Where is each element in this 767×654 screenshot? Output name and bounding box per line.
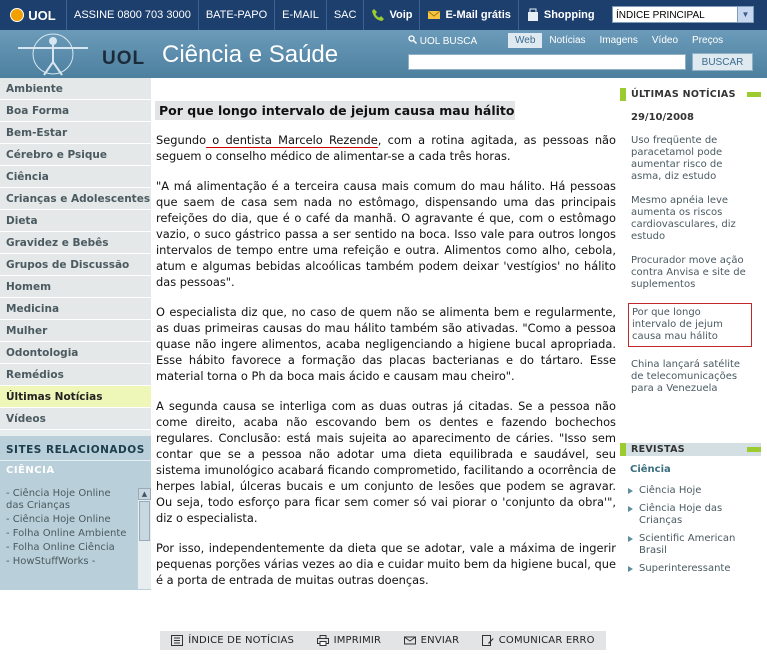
- uol-logo-icon: [10, 8, 24, 22]
- search-input[interactable]: [408, 54, 686, 70]
- revistas-list: [628, 485, 762, 581]
- sidebar-item-bem-estar[interactable]: Bem-Estar: [0, 122, 151, 144]
- sidebar-item-ambiente[interactable]: Ambiente: [0, 78, 151, 100]
- site-link[interactable]: - Ciência Hoje Online: [6, 514, 111, 525]
- busca-label-text: UOL BUSCA: [419, 36, 478, 47]
- sidebar-item-mulher[interactable]: Mulher: [0, 320, 151, 342]
- right-sidebar: [620, 88, 761, 395]
- tab-video[interactable]: Vídeo: [651, 35, 679, 46]
- indice-select[interactable]: [612, 6, 754, 23]
- sites-title: SITES RELACIONADOS: [0, 436, 151, 461]
- revista-item[interactable]: Ciência Hoje das Crianças: [628, 503, 762, 527]
- sidebar-item-medicina[interactable]: Medicina: [0, 298, 151, 320]
- tab-imagens[interactable]: Imagens: [599, 35, 638, 46]
- sidebar-item-boa-forma[interactable]: Boa Forma: [0, 100, 151, 122]
- printer-icon: [317, 635, 329, 646]
- scroll-up-icon[interactable]: ▲: [138, 488, 151, 500]
- tab-precos[interactable]: Preços: [692, 35, 724, 46]
- news-item[interactable]: Procurador move ação contra Anvisa e site de suplementos: [631, 255, 746, 290]
- article-paragraph: [156, 132, 616, 164]
- indice-noticias-button[interactable]: [171, 635, 294, 646]
- news-item-current[interactable]: Por que longo intervalo de jejum causa mau hálito: [628, 303, 752, 347]
- dentist-link[interactable]: o dentista Marcelo Rezende: [206, 133, 378, 147]
- article-paragraph: O especialista diz que, no caso de quem não se alimenta bem e regularmente, as duas primeiras causas do mau hálito também são ativadas. "Como a pessoa quase não ingere alimentos, acaba negligenciando a higiene bucal apropriada. Esse hábito favorece a formação das placas bacterianas e do tártaro. Esse material torna o Ph da boca mais ácido e causam mau cheiro".: [156, 305, 616, 383]
- sidebar-item-homem[interactable]: Homem: [0, 276, 151, 298]
- sidebar-item-cerebro[interactable]: Cérebro e Psique: [0, 144, 151, 166]
- sidebar-item-ciencia[interactable]: Ciência: [0, 166, 151, 188]
- article-body: [156, 132, 616, 602]
- sites-relacionados: [0, 436, 151, 590]
- news-item[interactable]: China lançará satélite de telecomunicações para a Venezuela: [631, 359, 741, 394]
- shopping-label: Shopping: [543, 9, 595, 21]
- left-sidebar: [0, 78, 151, 590]
- busca-tabs: [508, 33, 730, 48]
- chevron-down-icon[interactable]: ▼: [737, 7, 753, 22]
- revistas-category[interactable]: Ciência: [630, 464, 671, 475]
- page-title[interactable]: Ciência e Saúde: [162, 41, 339, 68]
- sidebar-item-ultimas[interactable]: Últimas Notícias: [0, 386, 151, 408]
- site-link[interactable]: - Ciência Hoje Online das Crianças: [6, 488, 111, 511]
- news-item[interactable]: Uso freqüente de paracetamol pode aumentar risco de asma, diz estudo: [631, 135, 723, 182]
- ultimas-noticias-head: ÚLTIMAS NOTÍCIAS: [620, 88, 761, 101]
- revistas-head: REVISTAS: [620, 443, 761, 456]
- tab-noticias[interactable]: Notícias: [549, 35, 586, 46]
- email-gratis-label: E-Mail grátis: [445, 9, 511, 21]
- shopping-link[interactable]: [518, 0, 602, 30]
- search-icon: [408, 35, 417, 44]
- sidebar-item-videos[interactable]: Vídeos: [0, 408, 151, 430]
- p1-pre: Segundo: [156, 133, 207, 147]
- sites-list: [0, 488, 136, 586]
- revista-item[interactable]: Scientific American Brasil: [628, 533, 762, 557]
- sidebar-item-criancas[interactable]: Crianças e Adolescentes: [0, 188, 151, 210]
- comunicar-label: COMUNICAR ERRO: [498, 635, 595, 646]
- email-link[interactable]: E-MAIL: [274, 0, 326, 30]
- p1-post: , com a rotina agitada, as pessoas não seguem o conselho médico de alimentar-se a cada três horas.: [156, 133, 616, 163]
- assine-link[interactable]: ASSINE 0800 703 3000: [66, 0, 198, 30]
- revistas-head-bar: [620, 443, 761, 456]
- report-icon: [482, 635, 494, 646]
- site-link[interactable]: - Folha Online Ciência: [6, 542, 115, 553]
- imprimir-label: IMPRIMIR: [333, 635, 382, 646]
- article-paragraph: Por isso, independentemente da dieta que se adotar, vale a máxima de ingerir pequenas porções várias vezes ao dia e cuidar muito bem da higiene bucal, que é a porta de entrada de muitas outras doenças.: [156, 541, 616, 587]
- indice-label: ÍNDICE DE NOTÍCIAS: [188, 635, 295, 646]
- envelope-icon: [427, 8, 441, 22]
- revista-item[interactable]: Ciência Hoje: [628, 485, 762, 497]
- voip-link[interactable]: [363, 0, 419, 30]
- sidebar-item-remedios[interactable]: Remédios: [0, 364, 151, 386]
- enviar-button[interactable]: [404, 635, 460, 646]
- section-header: [0, 30, 767, 78]
- batepapo-link[interactable]: BATE-PAPO: [198, 0, 274, 30]
- busca-label: [408, 35, 477, 47]
- sidebar-item-grupos[interactable]: Grupos de Discussão: [0, 254, 151, 276]
- voip-label: Voip: [389, 9, 413, 21]
- article-title: Por que longo intervalo de jejum causa mau hálito: [155, 101, 515, 120]
- enviar-label: ENVIAR: [420, 635, 460, 646]
- news-date: 29/10/2008: [631, 112, 694, 123]
- revista-item[interactable]: Superinteressante: [628, 563, 762, 575]
- phone-icon: [371, 8, 385, 22]
- list-icon: [171, 635, 183, 646]
- sites-category: CIÊNCIA: [6, 465, 55, 476]
- article-paragraph: "A má alimentação é a terceira causa mais comum do mau hálito. Há pessoas que saem de casa sem nada no estômago, dispensando uma das principais refeições do dia, que é o café da manhã. O agravante é que, com o estômago vazio, o suco gástrico passa a ser sentido na boca. Isso vale para outros longos intervalos de tempo entre uma refeição e outra. Alimentos como alho, cebola, atum e algumas bebidas alcoólicas também podem deixar 'vestígios' no hálito das pessoas".: [156, 179, 616, 289]
- indice-select-value: ÍNDICE PRINCIPAL: [616, 10, 705, 21]
- site-link[interactable]: - Folha Online Ambiente: [6, 528, 127, 539]
- article-toolbar: [160, 631, 606, 650]
- news-item[interactable]: Mesmo apnéia leve aumenta os riscos cardiovasculares, diz estudo: [631, 195, 736, 242]
- scroll-thumb[interactable]: [139, 501, 150, 541]
- article-paragraph: A segunda causa se interliga com as duas outras já citadas. Se a pessoa não come direito, acaba não escovando bem os dentes e fazendo bochechos regulares. Conclusão: está mais sujeita ao aparecimento de cáries. "Isso sem contar que se a pessoa não adotar uma dieta equilibrada e saudável, seu sistema imunológico acabará ficando comprometido, facilitando a ocorrência de herpes labial, úlceras bucais e um conjunto de lesões que podem se agravar. Ou seja, todo esforço para ficar sem comer só vai piorar o 'conjunto da obra'", diz o especialista.: [156, 399, 616, 525]
- uol-logo-text: UOL: [28, 7, 56, 23]
- imprimir-button[interactable]: [317, 635, 382, 646]
- email-gratis-link[interactable]: [419, 0, 517, 30]
- uol-logo[interactable]: [0, 0, 66, 30]
- buscar-button[interactable]: BUSCAR: [692, 53, 753, 71]
- mail-icon: [404, 635, 416, 646]
- tab-web[interactable]: Web: [508, 33, 542, 48]
- sites-scrollbar[interactable]: [137, 488, 151, 589]
- sidebar-item-dieta[interactable]: Dieta: [0, 210, 151, 232]
- sidebar-item-odontologia[interactable]: Odontologia: [0, 342, 151, 364]
- sac-link[interactable]: SAC: [326, 0, 364, 30]
- comunicar-erro-button[interactable]: [482, 635, 595, 646]
- header-uol[interactable]: UOL: [102, 48, 146, 69]
- vitruvian-man-icon: [8, 32, 98, 76]
- shopping-icon: [526, 8, 540, 22]
- site-link[interactable]: - HowStuffWorks -: [6, 556, 96, 567]
- sidebar-item-gravidez[interactable]: Gravidez e Bebês: [0, 232, 151, 254]
